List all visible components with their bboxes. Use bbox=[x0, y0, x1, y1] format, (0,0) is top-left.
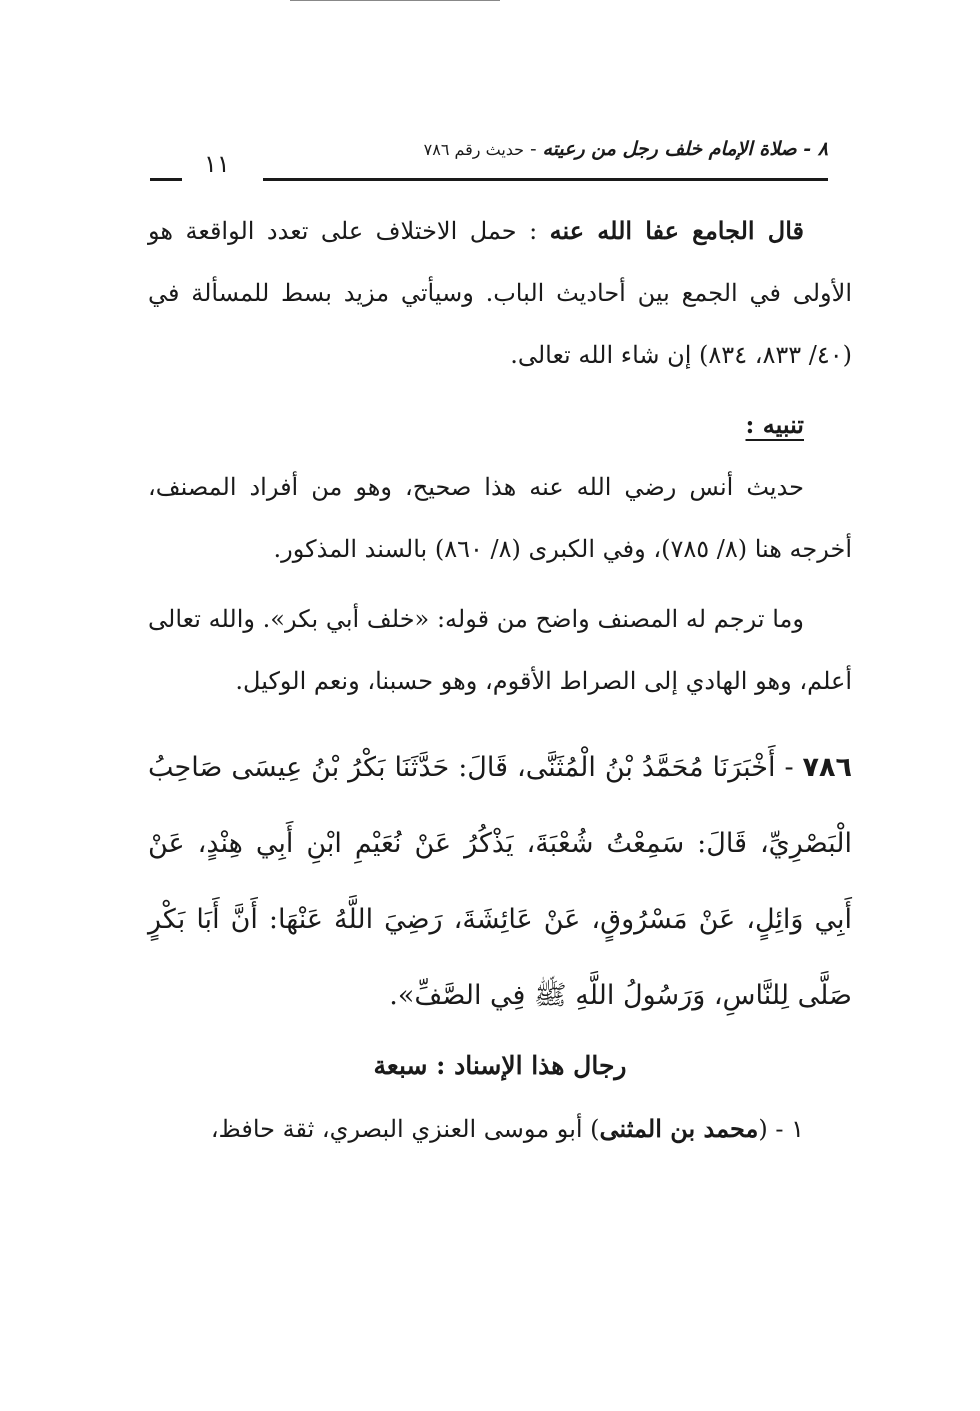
narrator-item-1-name: محمد بن المثنى bbox=[599, 1114, 759, 1143]
running-title bbox=[424, 138, 828, 160]
compiler-comment bbox=[148, 200, 852, 386]
page-number: ١١ bbox=[204, 150, 230, 178]
page-header bbox=[148, 138, 828, 188]
hadith-reference: حديث رقم ٧٨٦ bbox=[423, 140, 525, 159]
hadith-body: - أَخْبَرَنَا مُحَمَّدُ بْنُ الْمُثَنَّى، قَالَ: حَدَّثَنَا بَكْرُ بْنُ عِيسَى صَاحِبُ الْبَصْرِيِّ، قَالَ: سَمِعْتُ شُعْبَةَ، يَذْكُرُ عَنْ نُعَيْمِ ابْنِ أَبِي هِنْدٍ، عَنْ أَبِي وَائِلٍ، عَنْ مَسْرُوقٍ، عَنْ عَائِشَةَ، رَضِيَ اللَّهُ عَنْهَا: أَنَّ أَبَا بَكْرٍ صَلَّى لِلنَّاسِ، وَرَسُولُ اللَّهِ ﷺ فِي الصَّفِّ». bbox=[148, 752, 852, 1011]
notice-heading: تنبيه : bbox=[745, 410, 804, 439]
top-rule bbox=[290, 0, 500, 1]
hadith-text bbox=[148, 730, 852, 1034]
header-rule bbox=[263, 178, 828, 181]
narrator-item-1-prefix: ١ - ( bbox=[758, 1115, 804, 1143]
notice-paragraph-1: حديث أنس رضي الله عنه هذا صحيح، وهو من أفراد المصنف، أخرجه هنا (٨/ ٧٨٥)، وفي الكبرى (٨/ ٨٦٠) بالسند المذكور. bbox=[148, 473, 852, 563]
page-number-rule bbox=[150, 178, 182, 181]
notice-paragraph-2: وما ترجم له المصنف واضح من قوله: «خلف أبي بكر». والله تعالى أعلم، وهو الهادي إلى الصراط الأقوم، وهو حسبنا، ونعم الوكيل. bbox=[148, 605, 852, 695]
compiler-comment-text: : حمل الاختلاف على تعدد الواقعة هو الأولى في الجمع بين أحاديث الباب. وسيأتي مزيد بسط للمسألة في (٤٠/ ٨٣٣، ٨٣٤) إن شاء الله تعالى. bbox=[148, 217, 852, 369]
hadith-number: ٧٨٦ bbox=[802, 752, 852, 783]
title-separator: - bbox=[530, 138, 537, 160]
chapter-title: ٨ - صلاة الإمام خلف رجل من رعيته bbox=[542, 138, 828, 160]
narrator-item-1-text: ) أبو موسى العنزي البصري، ثقة حافظ، bbox=[210, 1115, 600, 1143]
compiler-label: قال الجامع عفا الله عنه bbox=[549, 216, 805, 245]
narrators-heading: رجال هذا الإسناد : سبعة bbox=[373, 1051, 627, 1080]
narrator-item-1 bbox=[148, 1098, 852, 1160]
page-body bbox=[148, 200, 852, 1160]
